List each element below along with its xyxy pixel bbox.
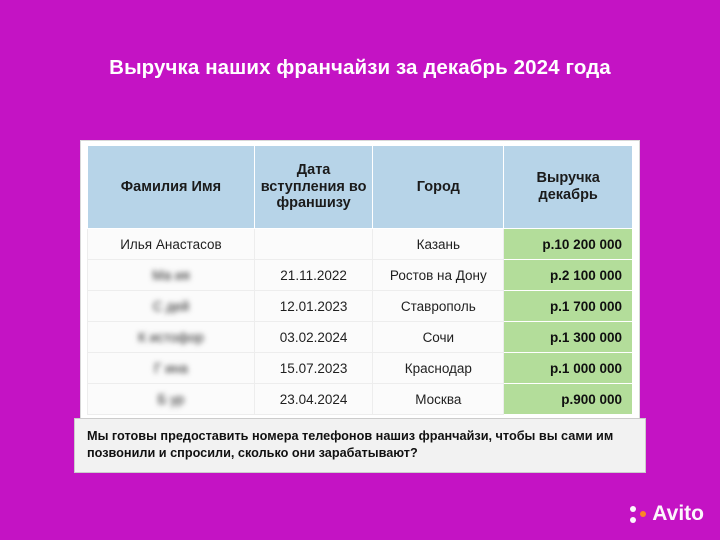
- name-text-redacted: Г ина: [154, 360, 188, 376]
- cell-revenue: р.900 000: [504, 384, 633, 415]
- table-header: [88, 146, 633, 229]
- page-title: Выручка наших франчайзи за декабрь 2024 года: [109, 56, 611, 79]
- revenue-table: [87, 145, 633, 415]
- watermark-label: Avito: [652, 502, 704, 525]
- cell-revenue: р.2 100 000: [504, 260, 633, 291]
- cell-city: Краснодар: [373, 353, 504, 384]
- avito-watermark: [630, 502, 704, 526]
- cell-city: Казань: [373, 229, 504, 260]
- column-header-name: Фамилия Имя: [88, 146, 255, 229]
- cell-date: 23.04.2024: [254, 384, 372, 415]
- table-row: [88, 353, 633, 384]
- note-banner: Мы готовы предоставить номера телефонов нашиз франчайзи, чтобы вы сами им позвонили и спросили, сколько они зарабатывают?: [74, 418, 646, 473]
- cell-city: Ставрополь: [373, 291, 504, 322]
- cell-date: 21.11.2022: [254, 260, 372, 291]
- column-header-date: Дата вступления во франшизу: [254, 146, 372, 229]
- revenue-table-container: [80, 140, 640, 422]
- cell-name: [88, 353, 255, 384]
- name-text-redacted: Б ур: [157, 391, 185, 407]
- cell-name: [88, 291, 255, 322]
- cell-revenue: р.1 700 000: [504, 291, 633, 322]
- name-text-redacted: К истофор: [138, 329, 204, 345]
- cell-city: Сочи: [373, 322, 504, 353]
- cell-name: [88, 384, 255, 415]
- cell-revenue: р.1 300 000: [504, 322, 633, 353]
- cell-date: [254, 229, 372, 260]
- cell-date: 15.07.2023: [254, 353, 372, 384]
- cell-city: Ростов на Дону: [373, 260, 504, 291]
- cell-date: 03.02.2024: [254, 322, 372, 353]
- table-row: [88, 384, 633, 415]
- table-header-row: [88, 146, 633, 229]
- name-text: Илья Анастасов: [120, 236, 222, 252]
- avito-dots-icon: [630, 506, 647, 523]
- cell-name: [88, 229, 255, 260]
- cell-city: Москва: [373, 384, 504, 415]
- cell-revenue: р.1 000 000: [504, 353, 633, 384]
- column-header-revenue: Выручка декабрь: [504, 146, 633, 229]
- cell-date: 12.01.2023: [254, 291, 372, 322]
- table-row: [88, 260, 633, 291]
- table-row: [88, 322, 633, 353]
- table-row: [88, 291, 633, 322]
- cell-name: [88, 260, 255, 291]
- name-text-redacted: Ма ия: [152, 267, 190, 283]
- cell-revenue: р.10 200 000: [504, 229, 633, 260]
- cell-name: [88, 322, 255, 353]
- name-text-redacted: С дей: [152, 298, 190, 314]
- column-header-city: Город: [373, 146, 504, 229]
- table-body: [88, 229, 633, 415]
- table-row: [88, 229, 633, 260]
